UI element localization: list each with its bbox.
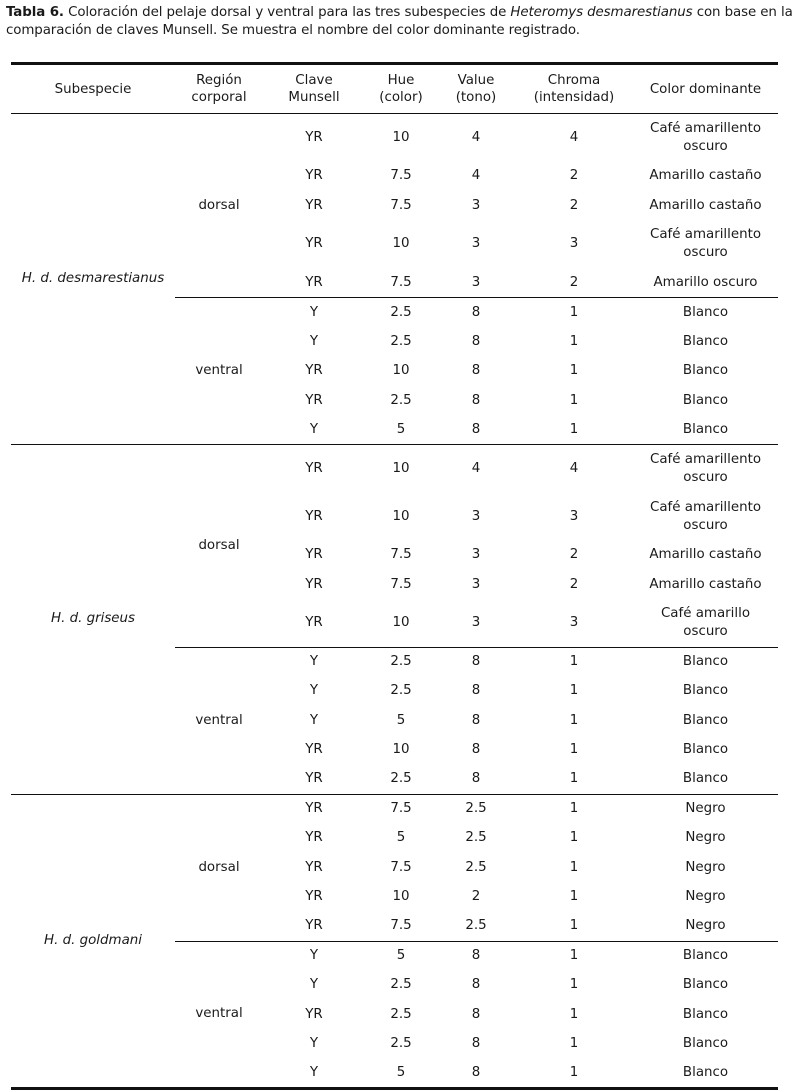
clave-cell: Y [263,647,365,676]
color-cell [633,327,778,356]
hue-cell: 7.5 [390,274,412,290]
color-cell [633,298,778,327]
value-cell: 8 [437,298,515,327]
chroma-cell: 1 [515,647,633,676]
subspecies-cell: H. d. goldmani [11,794,175,1088]
chroma-cell: 2 [569,168,579,184]
header-clave: Clave Munsell [288,73,340,105]
clave-cell: YR [305,1006,323,1022]
color-name: Negro [685,830,726,846]
clave-cell: YR [305,197,323,213]
hue-cell: 2.5 [390,977,412,993]
color-cell [633,941,778,970]
table-row [11,794,778,823]
hue-cell: 2.5 [390,333,412,349]
color-name: Blanco [682,392,729,408]
chroma-cell: 1 [569,977,579,993]
color-name: oscuro [683,245,728,261]
chroma-cell: 3 [569,615,579,631]
value-cell: 3 [471,236,481,252]
color-name: Blanco [682,977,729,993]
color-name: oscuro [683,469,728,485]
chroma-cell: 4 [515,445,633,493]
header-region: Región corporal [191,73,247,105]
color-cell [633,647,778,676]
color-cell [633,1029,778,1058]
value-cell: 3 [471,576,481,592]
color-name: Blanco [682,948,729,964]
color-name: Blanco [682,363,729,379]
hue-cell: 5 [396,830,406,846]
chroma-cell: 2 [569,274,579,290]
chroma-cell: 1 [569,889,579,905]
color-name: Blanco [682,654,729,670]
chroma-cell: 1 [569,918,579,934]
hue-cell: 10 [392,742,410,758]
color-name: Amarillo castaño [649,197,762,213]
color-name: Café amarillento [649,499,762,515]
clave-cell: YR [305,889,323,905]
chroma-cell: 2 [569,576,579,592]
region-cell: dorsal [175,794,263,941]
table-container [11,62,778,1090]
clave-cell: Y [309,683,319,699]
color-name: Negro [685,801,726,817]
hue-cell: 5 [396,421,406,437]
chroma-cell: 1 [569,1006,579,1022]
clave-cell: Y [263,298,365,327]
value-cell: 8 [471,333,481,349]
chroma-cell: 1 [569,683,579,699]
value-cell: 8 [471,392,481,408]
color-name: oscuro [683,517,728,533]
color-name: Blanco [682,333,729,349]
clave-cell: YR [305,771,323,787]
color-name: Café amarillo [660,606,751,622]
region-cell: dorsal [175,445,263,648]
color-cell [633,706,778,735]
hue-cell: 5 [396,1064,406,1080]
color-cell [633,162,778,191]
hue-cell: 7.5 [390,859,412,875]
hue-cell: 2.5 [390,1006,412,1022]
color-cell [633,912,778,941]
chroma-cell: 1 [515,298,633,327]
value-cell: 4 [471,168,481,184]
color-cell [633,1000,778,1029]
color-cell [633,114,778,162]
hue-cell: 10 [392,508,410,524]
hue-cell: 10 [392,363,410,379]
chroma-cell: 1 [515,941,633,970]
value-cell: 8 [471,1006,481,1022]
color-cell [633,541,778,570]
value-cell: 3 [471,508,481,524]
value-cell: 8 [471,683,481,699]
clave-cell: YR [305,859,323,875]
chroma-cell: 3 [569,508,579,524]
color-cell [633,794,778,823]
color-cell [633,599,778,647]
clave-cell: YR [305,274,323,290]
color-cell [633,971,778,1000]
value-cell: 8 [471,712,481,728]
chroma-cell: 1 [569,742,579,758]
color-cell [633,853,778,882]
header-color: Color dominante [649,81,762,97]
color-name: oscuro [683,138,728,154]
value-cell: 3 [471,615,481,631]
region-cell: ventral [175,298,263,445]
value-cell: 3 [471,197,481,213]
table-header [11,64,778,114]
value-cell: 2.5 [465,918,487,934]
header-value: Value (tono) [455,73,497,105]
clave-cell: YR [305,508,323,524]
value-cell: 8 [471,1064,481,1080]
chroma-cell: 1 [515,794,633,823]
region-cell: dorsal [198,197,240,213]
hue-cell: 10 [365,445,437,493]
chroma-cell: 2 [569,547,579,563]
region-cell: ventral [175,941,263,1088]
caption-label: Tabla 6. [6,5,64,20]
hue-cell: 2.5 [390,683,412,699]
hue-cell: 2.5 [390,771,412,787]
chroma-cell: 1 [569,1036,579,1052]
munsell-table [11,62,778,1090]
color-name: Café amarillento [649,451,762,467]
clave-cell: YR [305,129,323,145]
clave-cell: Y [309,421,319,437]
value-cell: 8 [471,421,481,437]
clave-cell: YR [305,236,323,252]
hue-cell: 5 [365,941,437,970]
color-name: Blanco [682,771,729,787]
clave-cell: Y [263,941,365,970]
value-cell: 8 [437,941,515,970]
hue-cell: 7.5 [390,197,412,213]
chroma-cell: 3 [569,236,579,252]
value-cell: 3 [471,547,481,563]
value-cell: 2.5 [437,794,515,823]
color-cell [633,220,778,268]
hue-cell: 7.5 [390,576,412,592]
chroma-cell: 1 [569,712,579,728]
clave-cell: YR [305,392,323,408]
color-name: Blanco [682,1006,729,1022]
subspecies-cell: H. d. desmarestianus [21,271,165,287]
color-cell [633,268,778,297]
color-cell [633,415,778,444]
value-cell: 3 [471,274,481,290]
clave-cell: Y [309,1036,319,1052]
table-row [11,445,778,493]
color-name: Negro [685,889,726,905]
caption-species: Heteromys desmarestianus [510,5,693,20]
header-hue: Hue (color) [379,73,423,105]
color-name: Negro [685,918,726,934]
chroma-cell: 1 [569,363,579,379]
hue-cell: 2.5 [390,1036,412,1052]
color-cell [633,677,778,706]
table-row [11,114,778,162]
color-cell [633,493,778,541]
chroma-cell: 1 [569,1064,579,1080]
color-name: Café amarillento [649,120,762,136]
clave-cell: YR [305,742,323,758]
caption-text-after: con base en la comparación de claves Munsell. Se muestra el nombre del color dominante registrado. [6,5,793,38]
color-name: Café amarillento [649,227,762,243]
clave-cell: YR [305,363,323,379]
color-name: Blanco [682,742,729,758]
region-cell: ventral [175,647,263,794]
color-cell [633,356,778,385]
color-name: Amarillo castaño [649,168,762,184]
hue-cell: 2.5 [365,647,437,676]
header-subespecie: Subespecie [54,81,132,97]
table-caption [6,4,798,40]
hue-cell: 10 [392,889,410,905]
clave-cell: Y [309,977,319,993]
color-name: Blanco [682,683,729,699]
value-cell: 2 [471,889,481,905]
hue-cell: 10 [392,129,410,145]
chroma-cell: 1 [569,859,579,875]
color-name: Negro [685,859,726,875]
color-name: Amarillo castaño [649,576,762,592]
color-name: Amarillo oscuro [653,274,758,290]
hue-cell: 7.5 [365,794,437,823]
value-cell: 2.5 [465,830,487,846]
color-cell [633,445,778,493]
clave-cell: YR [305,168,323,184]
hue-cell: 7.5 [390,547,412,563]
chroma-cell: 4 [569,129,579,145]
hue-cell: 5 [396,712,406,728]
color-name: Blanco [682,1036,729,1052]
color-name: Blanco [682,712,729,728]
value-cell: 2.5 [465,859,487,875]
chroma-cell: 1 [569,830,579,846]
chroma-cell: 1 [569,421,579,437]
hue-cell: 10 [392,615,410,631]
subspecies-cell: H. d. griseus [11,445,175,795]
value-cell: 8 [471,363,481,379]
value-cell: 4 [437,445,515,493]
clave-cell: YR [305,547,323,563]
value-cell: 8 [471,742,481,758]
chroma-cell: 1 [569,771,579,787]
hue-cell: 7.5 [390,918,412,934]
clave-cell: Y [309,1064,319,1080]
hue-cell: 10 [392,236,410,252]
chroma-cell: 2 [569,197,579,213]
color-cell [633,824,778,853]
color-name: Blanco [682,421,729,437]
hue-cell: 2.5 [365,298,437,327]
color-cell [633,386,778,415]
table-body [11,114,778,1089]
color-cell [633,736,778,765]
clave-cell: YR [305,918,323,934]
clave-cell: Y [309,712,319,728]
hue-cell: 7.5 [390,168,412,184]
color-cell [633,765,778,794]
color-name: Amarillo castaño [649,547,762,563]
value-cell: 8 [471,771,481,787]
color-cell [633,1059,778,1088]
header-chroma: Chroma (intensidad) [533,73,615,105]
chroma-cell: 1 [569,392,579,408]
clave-cell: Y [309,333,319,349]
color-cell [633,191,778,220]
chroma-cell: 1 [569,333,579,349]
value-cell: 8 [437,647,515,676]
value-cell: 8 [471,977,481,993]
color-cell [633,883,778,912]
clave-cell: YR [305,830,323,846]
clave-cell: YR [263,794,365,823]
clave-cell: YR [305,576,323,592]
color-name: oscuro [683,624,728,640]
clave-cell: YR [305,615,323,631]
clave-cell: YR [263,445,365,493]
hue-cell: 2.5 [390,392,412,408]
caption-text-before: Coloración del pelaje dorsal y ventral para las tres subespecies de [63,5,511,20]
color-cell [633,570,778,599]
value-cell: 8 [471,1036,481,1052]
value-cell: 4 [471,129,481,145]
color-name: Blanco [682,304,729,320]
color-name: Blanco [682,1064,729,1080]
